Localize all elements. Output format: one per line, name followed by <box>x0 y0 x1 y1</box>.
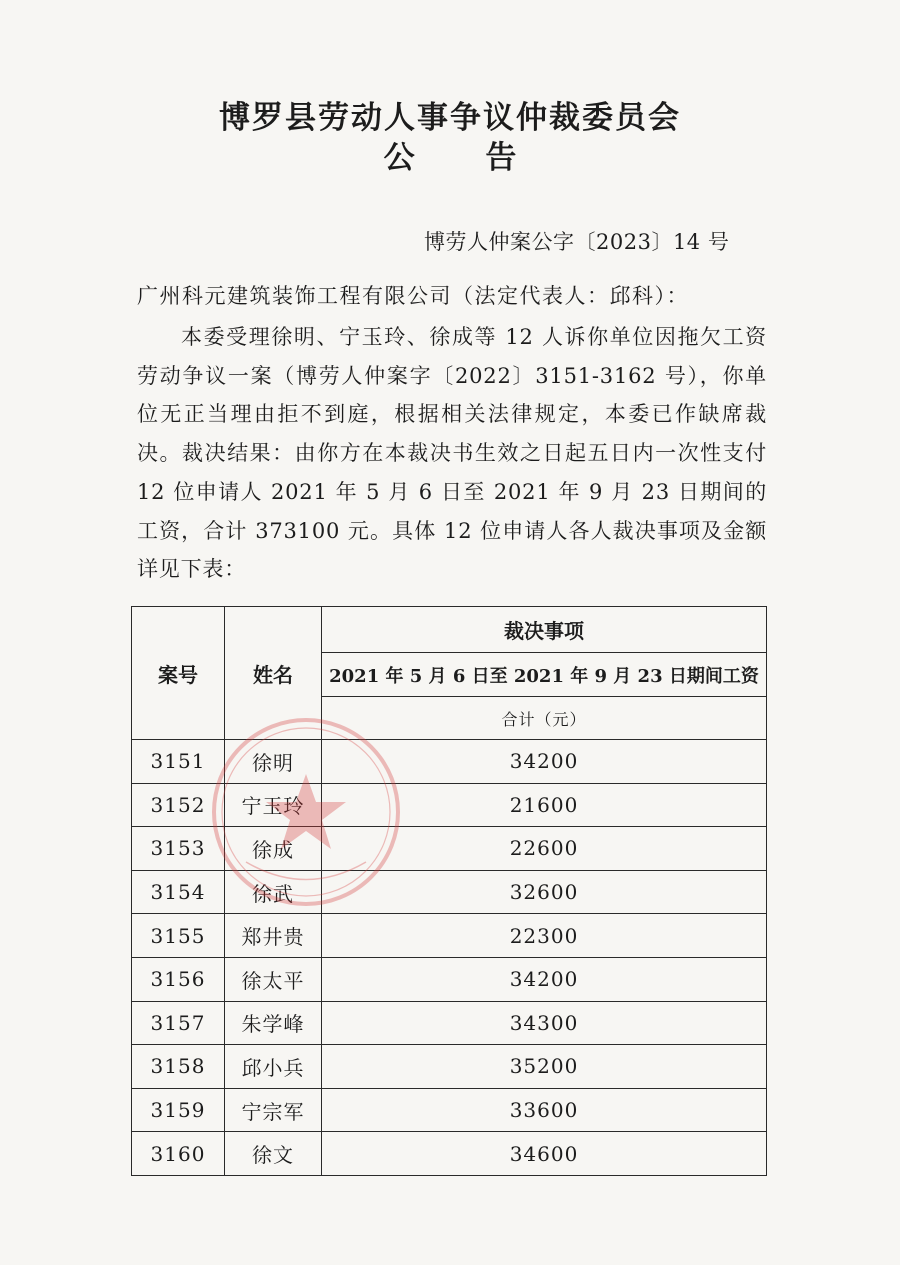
case-number-cell: 3158 <box>132 1045 225 1089</box>
case-number-cell: 3151 <box>132 740 225 784</box>
amount-cell: 22600 <box>322 827 767 871</box>
table-row <box>132 870 767 914</box>
table-row <box>132 914 767 958</box>
name-cell: 宁宗军 <box>225 1088 322 1132</box>
case-number-cell: 3154 <box>132 870 225 914</box>
amount-cell: 35200 <box>322 1045 767 1089</box>
name-cell: 郑井贵 <box>225 914 322 958</box>
table-row <box>132 740 767 784</box>
case-number-cell: 3155 <box>132 914 225 958</box>
table-row <box>132 1001 767 1045</box>
amount-cell: 34300 <box>322 1001 767 1045</box>
amount-cell: 34200 <box>322 957 767 1001</box>
table-row <box>132 1045 767 1089</box>
header-ruling-items: 裁决事项 <box>322 607 767 653</box>
amount-cell: 34200 <box>322 740 767 784</box>
name-cell: 邱小兵 <box>225 1045 322 1089</box>
table-row <box>132 1088 767 1132</box>
table-row <box>132 827 767 871</box>
name-cell: 徐成 <box>225 827 322 871</box>
name-cell: 徐明 <box>225 740 322 784</box>
amount-cell: 22300 <box>322 914 767 958</box>
header-total: 合计（元） <box>322 697 767 740</box>
case-number-cell: 3152 <box>132 783 225 827</box>
name-cell: 徐太平 <box>225 957 322 1001</box>
document-number: 博劳人仲案公字〔2023〕14 号 <box>424 230 730 254</box>
amount-cell: 34600 <box>322 1132 767 1176</box>
document-subtitle: 公 告 <box>383 140 547 176</box>
table-row <box>132 957 767 1001</box>
document-title: 博罗县劳动人事争议仲裁委员会 <box>219 100 681 136</box>
name-cell: 徐武 <box>225 870 322 914</box>
header-name: 姓名 <box>225 607 322 740</box>
amount-cell: 33600 <box>322 1088 767 1132</box>
ruling-table <box>131 606 767 1176</box>
body-paragraph: 本委受理徐明、宁玉玲、徐成等 12 人诉你单位因拖欠工资劳动争议一案（博劳人仲案字〔2022〕3151-3162 号），你单位无正当理由拒不到庭，根据相关法律规定，本委已作缺席裁决。裁决结果：由你方在本裁决书生效之日起五日内一次性支付 12 位申请人 2021 年 5 月 6 日至 2021 年 9 月 23 日期间的工资，合计 373100 元。具体 12 位申请人各人裁决事项及金额详见下表： <box>137 325 767 582</box>
table-row <box>132 1132 767 1176</box>
case-number-cell: 3157 <box>132 1001 225 1045</box>
name-cell: 宁玉玲 <box>225 783 322 827</box>
name-cell: 朱学峰 <box>225 1001 322 1045</box>
amount-cell: 32600 <box>322 870 767 914</box>
header-case-number: 案号 <box>132 607 225 740</box>
amount-cell: 21600 <box>322 783 767 827</box>
addressee: 广州科元建筑装饰工程有限公司（法定代表人：邱科）： <box>137 284 689 308</box>
table-row <box>132 783 767 827</box>
header-period: 2021 年 5 月 6 日至 2021 年 9 月 23 日期间工资 <box>322 653 767 697</box>
case-number-cell: 3160 <box>132 1132 225 1176</box>
name-cell: 徐文 <box>225 1132 322 1176</box>
case-number-cell: 3153 <box>132 827 225 871</box>
case-number-cell: 3156 <box>132 957 225 1001</box>
case-number-cell: 3159 <box>132 1088 225 1132</box>
